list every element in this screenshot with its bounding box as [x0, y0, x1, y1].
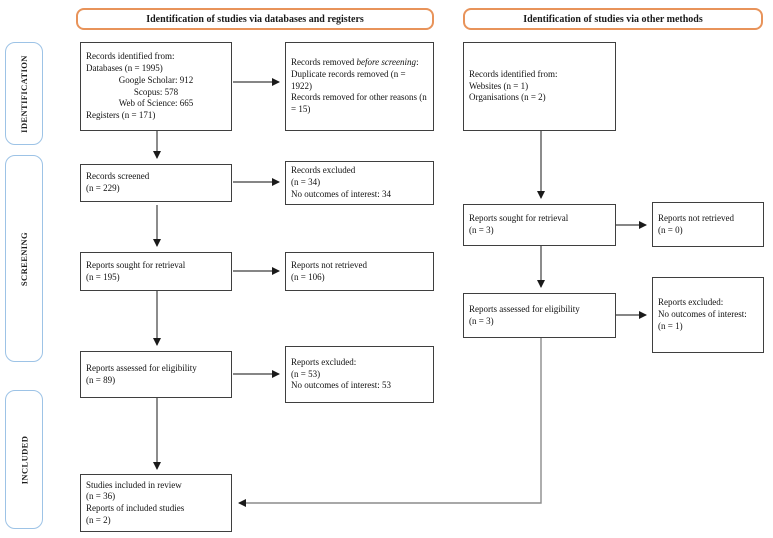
text-line: Duplicate records removed (n = 1922): [291, 68, 406, 91]
phase-identification: [5, 42, 43, 145]
text-line: (n = 53): [291, 368, 321, 379]
box-studies-included: [80, 474, 232, 532]
header-other-methods: Identification of studies via other methods: [463, 8, 763, 30]
box-records-excluded: [285, 161, 434, 205]
box-records-removed: [285, 42, 434, 131]
phase-identification-label: IDENTIFICATION: [19, 54, 29, 133]
box-records-identified-databases: [80, 42, 232, 131]
text-line: (n = 0): [658, 224, 683, 235]
text-line: Records removed before screening:: [291, 57, 419, 68]
text-line: (n = 3): [469, 315, 494, 326]
box-records-identified-other: [463, 42, 616, 131]
box-reports-excluded-databases: [285, 346, 434, 403]
phase-screening: [5, 155, 43, 362]
phase-screening-label: SCREENING: [19, 231, 30, 286]
text-line: Reports assessed for eligibility: [469, 303, 580, 314]
text-line: (n = 106): [291, 271, 325, 282]
text-line: Records excluded: [291, 165, 356, 176]
text-line: Scopus: 578: [133, 86, 179, 97]
text-line: Reports sought for retrieval: [86, 259, 186, 270]
text-line: Google Scholar: 912: [118, 74, 194, 85]
text-line: Records identified from:: [86, 51, 175, 62]
text-line: Websites (n = 1): [469, 80, 529, 91]
text-line: (n = 195): [86, 271, 120, 282]
box-records-screened: [80, 164, 232, 202]
text-line: (n = 1): [658, 320, 683, 331]
text-line: Reports sought for retrieval: [469, 213, 569, 224]
box-reports-assessed-databases: [80, 351, 232, 398]
text-line: Records screened: [86, 171, 150, 182]
phase-included-label: INCLUDED: [19, 435, 30, 484]
text-line: Reports assessed for eligibility: [86, 362, 197, 373]
text-line: (n = 89): [86, 374, 116, 385]
text-line: (n = 2): [86, 514, 111, 525]
phase-included: [5, 390, 43, 529]
box-reports-not-retrieved-databases: [285, 252, 434, 291]
box-reports-assessed-other: [463, 293, 616, 338]
box-reports-excluded-other: [652, 277, 764, 353]
text-line: Reports not retrieved: [291, 259, 367, 270]
text-line: Records identified from:: [469, 68, 558, 79]
text-line: Studies included in review: [86, 479, 182, 490]
text-line: Reports of included studies: [86, 503, 185, 513]
text-line: No outcomes of interest: 53: [291, 380, 391, 391]
text-line: Reports excluded:: [291, 356, 357, 367]
text-line: Web of Science: 665: [118, 98, 194, 109]
box-reports-sought-databases: [80, 252, 232, 291]
text-line: Databases (n = 1995): [86, 63, 163, 74]
box-reports-sought-other: [463, 204, 616, 246]
text-line: No outcomes of interest:: [658, 309, 747, 320]
box-reports-not-retrieved-other: [652, 202, 764, 247]
text-line: Reports not retrieved: [658, 212, 734, 223]
text-line: (n = 229): [86, 183, 120, 193]
text-line: Organisations (n = 2): [469, 92, 546, 103]
text-line: Reports excluded:: [658, 297, 724, 308]
text-line: (n = 3): [469, 225, 494, 235]
text-line: (n = 34): [291, 177, 321, 188]
text-line: Records removed for other reasons (n = 15): [291, 92, 427, 115]
text-line: Registers (n = 171): [86, 109, 156, 120]
text-line: (n = 36): [86, 491, 116, 502]
header-databases-registers: Identification of studies via databases and registers: [76, 8, 434, 30]
text-line: No outcomes of interest: 34: [291, 188, 391, 199]
